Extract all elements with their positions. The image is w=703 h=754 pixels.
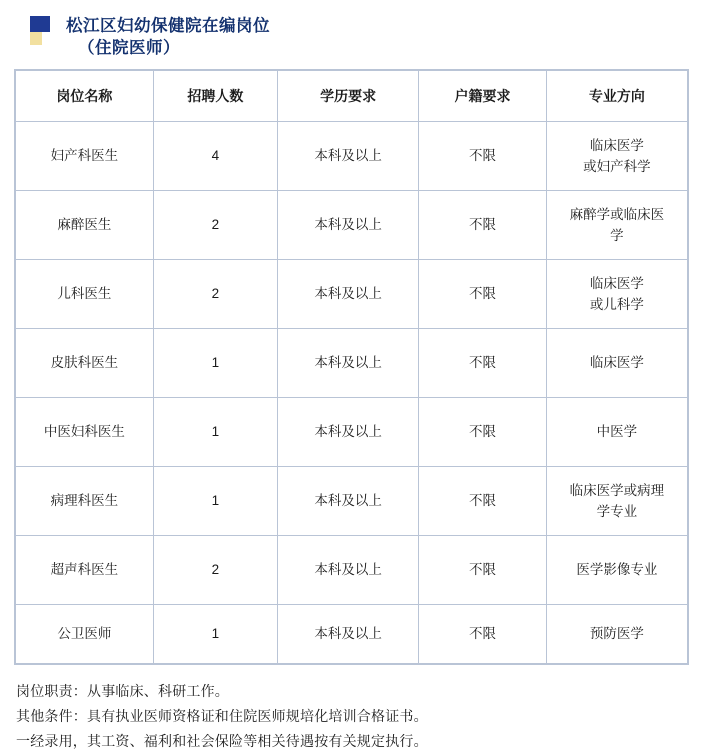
cell-major-line-1: 临床医学 [589,138,644,153]
column-header-position: 岗位名称 [16,71,154,122]
cell-education: 本科及以上 [278,536,419,605]
cell-count: 4 [153,122,277,191]
cell-position: 麻醉医生 [16,191,154,260]
cell-education: 本科及以上 [278,122,419,191]
cell-residency: 不限 [419,398,547,467]
document-header [0,0,703,59]
cell-residency: 不限 [419,191,547,260]
cell-residency: 不限 [419,605,547,664]
note-line-salary: 一经录用，其工资、福利和社会保险等相关待遇按有关规定执行。 [16,733,428,749]
cell-residency: 不限 [419,122,547,191]
column-header-major: 专业方向 [546,71,687,122]
cell-position: 超声科医生 [16,536,154,605]
note-line-other-requirements: 其他条件：具有执业医师资格证和住院医师规培化培训合格证书。 [16,708,428,724]
cell-count: 1 [153,398,277,467]
cell-major: 医学影像专业 [546,536,687,605]
cell-residency: 不限 [419,467,547,536]
cell-major: 临床医学 [546,329,687,398]
cell-major-line-2: 或妇产科学 [583,159,651,174]
cell-major-line-2: 学专业 [596,504,638,519]
cell-education: 本科及以上 [278,467,419,536]
cell-major-line-1: 临床医学或病理 [569,483,665,498]
cell-major [546,260,687,329]
jobs-table-container [14,69,689,665]
table-row [16,467,688,536]
logo-blue-square [30,16,50,32]
cell-major: 中医学 [546,398,687,467]
cell-residency: 不限 [419,536,547,605]
cell-education: 本科及以上 [278,398,419,467]
table-row [16,122,688,191]
table-row [16,260,688,329]
cell-education: 本科及以上 [278,605,419,664]
cell-residency: 不限 [419,260,547,329]
cell-education: 本科及以上 [278,191,419,260]
cell-position: 中医妇科医生 [16,398,154,467]
cell-position: 妇产科医生 [16,122,154,191]
page-title-line-1: 松江区妇幼保健院在编岗位 [66,17,270,35]
jobs-table [15,70,688,664]
column-header-residency: 户籍要求 [419,71,547,122]
cell-residency: 不限 [419,329,547,398]
table-header-row [16,71,688,122]
cell-major [546,122,687,191]
cell-count: 2 [153,260,277,329]
cell-major-line-1: 麻醉学或临床医 [569,207,665,222]
table-row [16,191,688,260]
note-line-duties: 岗位职责：从事临床、科研工作。 [16,683,229,699]
column-header-education: 学历要求 [278,71,419,122]
table-row [16,605,688,664]
cell-count: 2 [153,536,277,605]
page-title [66,14,270,59]
cell-position: 皮肤科医生 [16,329,154,398]
cell-position: 病理科医生 [16,467,154,536]
logo-gold-square [30,32,42,45]
table-row [16,398,688,467]
cell-education: 本科及以上 [278,260,419,329]
cell-major-line-1: 临床医学 [589,276,644,291]
cell-count: 1 [153,329,277,398]
cell-position: 儿科医生 [16,260,154,329]
notes-section [16,679,687,754]
cell-count: 2 [153,191,277,260]
table-row [16,536,688,605]
cell-major [546,191,687,260]
cell-major-line-2: 学 [610,228,624,243]
cell-major-line-2: 或儿科学 [589,297,644,312]
cell-major: 预防医学 [546,605,687,664]
cell-count: 1 [153,605,277,664]
cell-count: 1 [153,467,277,536]
column-header-count: 招聘人数 [153,71,277,122]
page-title-line-2: （住院医师） [78,39,180,57]
cell-position: 公卫医师 [16,605,154,664]
table-row [16,329,688,398]
blue-gold-square-logo-icon [28,14,54,48]
cell-major [546,467,687,536]
cell-education: 本科及以上 [278,329,419,398]
